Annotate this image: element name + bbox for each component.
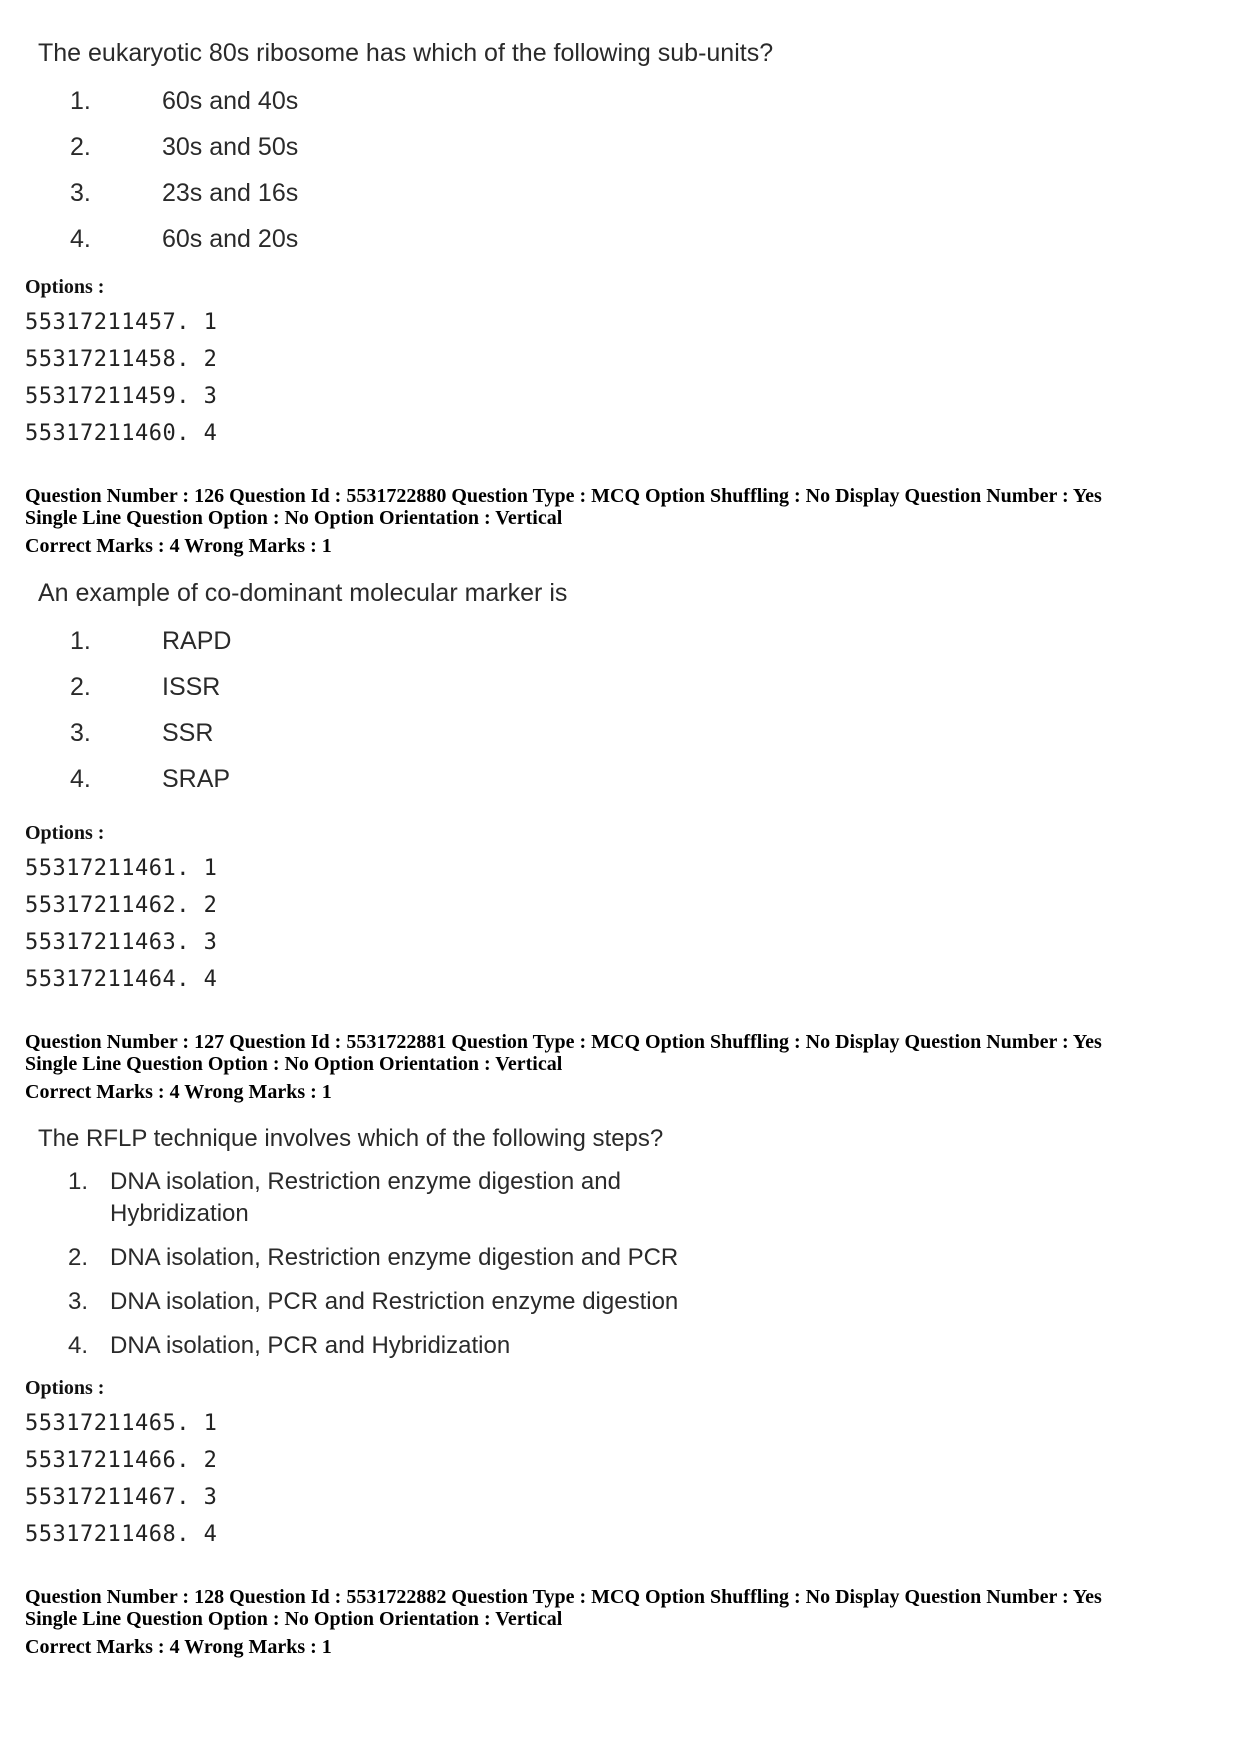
choice-text: RAPD: [162, 627, 232, 655]
option-id: 55317211461. 1: [25, 856, 218, 881]
choice-item: [70, 764, 567, 810]
choice-number: 2.: [70, 673, 91, 701]
option-id: 55317211467. 3: [25, 1485, 218, 1510]
choice-number: 2.: [68, 1244, 89, 1271]
choice-item: [70, 718, 567, 764]
option-id: 55317211460. 4: [25, 421, 218, 446]
choice-number: 3.: [68, 1288, 89, 1315]
choice-list: [38, 626, 567, 810]
choice-text: ISSR: [162, 673, 221, 701]
question-meta: [25, 1031, 1102, 1103]
choice-text: 30s and 50s: [162, 133, 299, 161]
choice-text: DNA isolation, PCR and Hybridization: [110, 1332, 511, 1359]
meta-line: Question Number : 127 Question Id : 5531722881 Question Type : MCQ Option Shuffling : No Display Question Number : Yes: [25, 1031, 1102, 1053]
option-id: 55317211462. 2: [25, 893, 218, 918]
option-id: 55317211464. 4: [25, 967, 218, 992]
choice-number: 2.: [70, 133, 91, 161]
options-label: Options :: [25, 1377, 105, 1399]
option-id: 55317211466. 2: [25, 1448, 218, 1473]
question-stem: The eukaryotic 80s ribosome has which of the following sub-units?: [38, 39, 774, 67]
question-image: [38, 38, 773, 270]
choice-item: [70, 626, 567, 672]
question-image: [38, 578, 567, 810]
marks-line: Correct Marks : 4 Wrong Marks : 1: [25, 1636, 332, 1658]
choice-item: [70, 672, 567, 718]
option-id: 55317211459. 3: [25, 384, 218, 409]
choice-list: [68, 1166, 750, 1362]
choice-text: DNA isolation, Restriction enzyme digestion and PCR: [110, 1244, 679, 1271]
choice-text: SSR: [162, 719, 214, 747]
choice-number: 1.: [70, 627, 91, 655]
question-stem: An example of co-dominant molecular marker is: [38, 579, 568, 607]
choice-number: 1.: [68, 1168, 89, 1195]
choice-number: 3.: [70, 719, 91, 747]
choice-number: 4.: [68, 1332, 89, 1359]
meta-line: Single Line Question Option : No Option Orientation : Vertical: [25, 1053, 563, 1075]
choice-item: [70, 224, 773, 270]
choice-item: [70, 132, 773, 178]
options-label: Options :: [25, 822, 105, 844]
choice-text: 60s and 40s: [162, 87, 299, 115]
choice-list: [38, 86, 773, 270]
options-block: [25, 1377, 217, 1553]
marks-line: Correct Marks : 4 Wrong Marks : 1: [25, 535, 332, 557]
question-image: [38, 1124, 750, 1374]
choice-number: 4.: [70, 225, 91, 253]
option-id: 55317211463. 3: [25, 930, 218, 955]
options-label: Options :: [25, 276, 105, 298]
question-meta: [25, 485, 1102, 557]
choice-number: 3.: [70, 179, 91, 207]
meta-line: Question Number : 128 Question Id : 5531722882 Question Type : MCQ Option Shuffling : No Display Question Number : Yes: [25, 1586, 1102, 1608]
choice-text: 23s and 16s: [162, 179, 299, 207]
option-id: 55317211465. 1: [25, 1411, 218, 1436]
option-id: 55317211468. 4: [25, 1522, 218, 1547]
choice-text: DNA isolation, Restriction enzyme digestion and Hybridization: [110, 1168, 621, 1227]
choice-item: [68, 1166, 750, 1230]
choice-number: 1.: [70, 87, 91, 115]
choice-text: SRAP: [162, 765, 231, 793]
options-block: [25, 276, 217, 452]
meta-line: Single Line Question Option : No Option Orientation : Vertical: [25, 507, 563, 529]
option-id: 55317211457. 1: [25, 310, 218, 335]
question-stem: The RFLP technique involves which of the following steps?: [38, 1125, 664, 1152]
choice-item: [68, 1286, 750, 1318]
choice-number: 4.: [70, 765, 91, 793]
choice-item: [68, 1242, 750, 1274]
question-meta: [25, 1586, 1102, 1658]
choice-item: [70, 178, 773, 224]
choice-text: DNA isolation, PCR and Restriction enzyme digestion: [110, 1288, 679, 1315]
options-block: [25, 822, 217, 998]
choice-item: [70, 86, 773, 132]
meta-line: Question Number : 126 Question Id : 5531722880 Question Type : MCQ Option Shuffling : No Display Question Number : Yes: [25, 485, 1102, 507]
choice-text: 60s and 20s: [162, 225, 299, 253]
option-id: 55317211458. 2: [25, 347, 218, 372]
marks-line: Correct Marks : 4 Wrong Marks : 1: [25, 1081, 332, 1103]
choice-item: [68, 1330, 750, 1362]
meta-line: Single Line Question Option : No Option Orientation : Vertical: [25, 1608, 563, 1630]
